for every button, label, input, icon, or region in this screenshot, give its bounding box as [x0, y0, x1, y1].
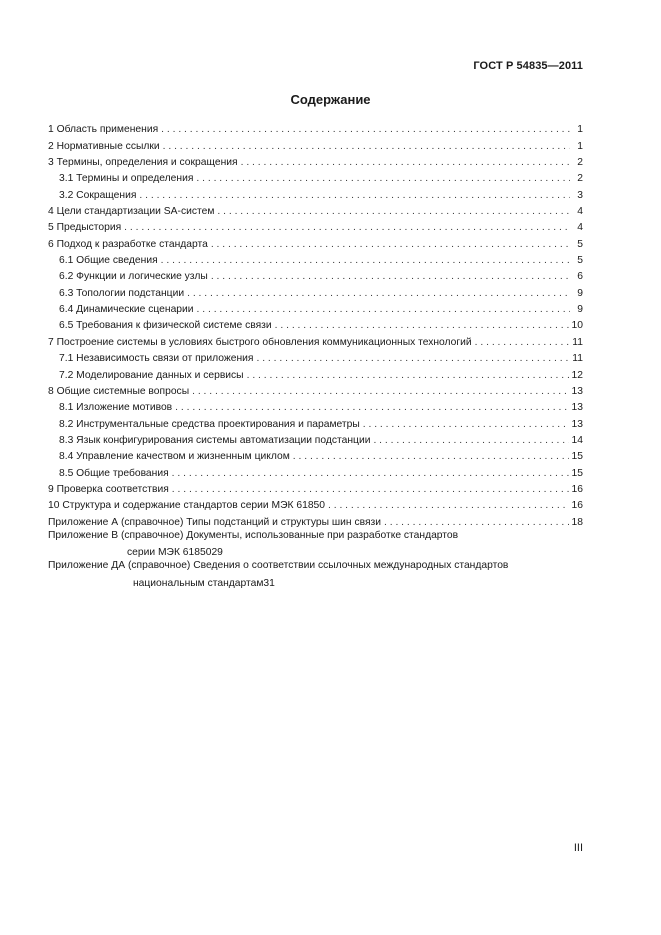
toc-entry-page: 18 [571, 516, 583, 528]
toc-entry[interactable] [48, 136, 583, 152]
toc-entry-page: 1 [577, 124, 583, 136]
toc-entry-page: 11 [572, 353, 583, 365]
toc-entry-page: 6 [577, 271, 583, 283]
toc-entry-label-continuation: серии МЭК 61850 [127, 547, 212, 559]
toc-entry[interactable] [48, 332, 583, 348]
leader-dots [197, 303, 570, 316]
toc-entry[interactable] [48, 153, 583, 169]
leader-dots [175, 401, 568, 414]
toc-entry[interactable] [48, 447, 583, 463]
leader-dots [172, 483, 569, 496]
toc-entry-page: 31 [263, 577, 275, 589]
toc-entry-label: 8.3 Язык конфигурирования системы автоматизации подстанции [59, 434, 371, 446]
toc-entry[interactable] [48, 316, 583, 332]
toc-entry-label: 7 Построение системы в условиях быстрого обновления коммуникационных технологий [48, 336, 472, 348]
toc-entry-label: 7.2 Моделирование данных и сервисы [59, 369, 244, 381]
toc-entry[interactable] [48, 463, 583, 479]
leader-dots [275, 319, 569, 332]
toc-entry-label: Приложение В (справочное) Документы, использованные при разработке стандартов [48, 529, 459, 541]
toc-entry-label: 7.1 Независимость связи от приложения [59, 353, 254, 365]
toc-entry-label: 6.3 Топологии подстанции [59, 287, 185, 299]
toc-entry[interactable] [48, 169, 583, 185]
toc-entry-page: 29 [211, 547, 223, 559]
leader-dots [161, 254, 570, 267]
toc-entry[interactable] [48, 300, 583, 316]
table-of-contents [48, 120, 583, 590]
toc-entry-page: 10 [571, 320, 583, 332]
toc-entry-page: 4 [577, 206, 583, 218]
toc-entry[interactable] [48, 382, 583, 398]
toc-entry-label: Приложение ДА (справочное) Сведения о соответствии ссылочных международных стандартов [48, 560, 509, 572]
toc-entry-label: 5 Предыстория [48, 222, 122, 234]
leader-dots [187, 287, 570, 300]
toc-entry[interactable] [48, 202, 583, 218]
toc-entry-label: 6 Подход к разработке стандарта [48, 238, 208, 250]
document-code: ГОСТ Р 54835—2011 [473, 60, 583, 72]
leader-dots [256, 352, 569, 365]
leader-dots [247, 369, 569, 382]
leader-dots [217, 205, 570, 218]
toc-entry[interactable] [48, 267, 583, 283]
toc-entry-label-continuation: национальным стандартам [133, 577, 264, 589]
toc-entry-label: 9 Проверка соответствия [48, 483, 169, 495]
toc-entry[interactable] [48, 414, 583, 430]
toc-entry-label: Приложение А (справочное) Типы подстанций и структуры шин связи [48, 516, 381, 528]
toc-entry[interactable] [48, 349, 583, 365]
toc-entry-page: 5 [577, 255, 583, 267]
leader-dots [384, 516, 569, 529]
toc-entry-page: 3 [577, 189, 583, 201]
toc-entry-label: 8.4 Управление качеством и жизненным циклом [59, 451, 290, 463]
toc-entry[interactable] [48, 431, 583, 447]
toc-entry-appendix-b[interactable] [48, 529, 583, 560]
toc-entry[interactable] [48, 283, 583, 299]
toc-entry-page: 15 [571, 467, 583, 479]
toc-entry-page: 1 [577, 140, 583, 152]
toc-entry-label: 3 Термины, определения и сокращения [48, 157, 238, 169]
toc-entry-label: 6.1 Общие сведения [59, 255, 158, 267]
toc-title: Содержание [290, 92, 371, 107]
toc-entry-label: 2 Нормативные ссылки [48, 140, 160, 152]
toc-entry-label: 3.2 Сокращения [59, 189, 137, 201]
toc-entry-page: 13 [571, 402, 583, 414]
toc-entry-page: 2 [577, 157, 583, 169]
leader-dots [139, 189, 570, 202]
toc-entry-page: 11 [572, 336, 583, 348]
toc-entry-label: 6.5 Требования к физической системе связи [59, 320, 272, 332]
toc-entry[interactable] [48, 512, 583, 528]
toc-entry-page: 16 [571, 500, 583, 512]
toc-entry-page: 9 [577, 287, 583, 299]
toc-entry[interactable] [48, 496, 583, 512]
toc-entry-label: 8.1 Изложение мотивов [59, 402, 173, 414]
leader-dots [161, 123, 570, 136]
toc-entry[interactable] [48, 480, 583, 496]
leader-dots [196, 172, 570, 185]
toc-entry[interactable] [48, 251, 583, 267]
toc-entry-label: 6.4 Динамические сценарии [59, 304, 194, 316]
toc-entry-label: 4 Цели стандартизации SA-систем [48, 206, 215, 218]
toc-entries [48, 120, 583, 529]
toc-entry[interactable] [48, 185, 583, 201]
toc-entry-label: 10 Структура и содержание стандартов серии МЭК 61850 [48, 500, 325, 512]
toc-entry-page: 12 [571, 369, 583, 381]
toc-entry-label: 3.1 Термины и определения [59, 173, 194, 185]
toc-entry-page: 16 [571, 483, 583, 495]
leader-dots [211, 270, 570, 283]
leader-dots [163, 140, 570, 153]
toc-entry-page: 2 [577, 173, 583, 185]
leader-dots [293, 450, 569, 463]
toc-entry[interactable] [48, 234, 583, 250]
toc-entry-page: 14 [571, 434, 583, 446]
toc-entry-page: 4 [577, 222, 583, 234]
toc-entry[interactable] [48, 398, 583, 414]
toc-entry-page: 9 [577, 304, 583, 316]
toc-entry-page: 13 [571, 418, 583, 430]
toc-entry-label: 1 Область применения [48, 124, 159, 136]
leader-dots [211, 238, 570, 251]
toc-entry-label: 8.5 Общие требования [59, 467, 169, 479]
leader-dots [241, 156, 570, 169]
toc-entry-page: 5 [577, 238, 583, 250]
leader-dots [192, 385, 568, 398]
toc-entry-page: 13 [571, 385, 583, 397]
toc-entry[interactable] [48, 365, 583, 381]
toc-entry-page: 15 [571, 451, 583, 463]
toc-entry-label: 6.2 Функции и логические узлы [59, 271, 208, 283]
page-number: III [573, 842, 583, 854]
toc-entry-appendix-da[interactable] [48, 559, 583, 590]
toc-entry[interactable] [48, 218, 583, 234]
toc-entry[interactable] [48, 120, 583, 136]
toc-entry-label: 8 Общие системные вопросы [48, 385, 190, 397]
leader-dots [124, 221, 570, 234]
toc-entry-label: 8.2 Инструментальные средства проектирования и параметры [59, 418, 360, 430]
leader-dots [373, 434, 568, 447]
leader-dots [475, 336, 570, 349]
leader-dots [328, 499, 569, 512]
leader-dots [172, 467, 569, 480]
leader-dots [363, 418, 569, 431]
